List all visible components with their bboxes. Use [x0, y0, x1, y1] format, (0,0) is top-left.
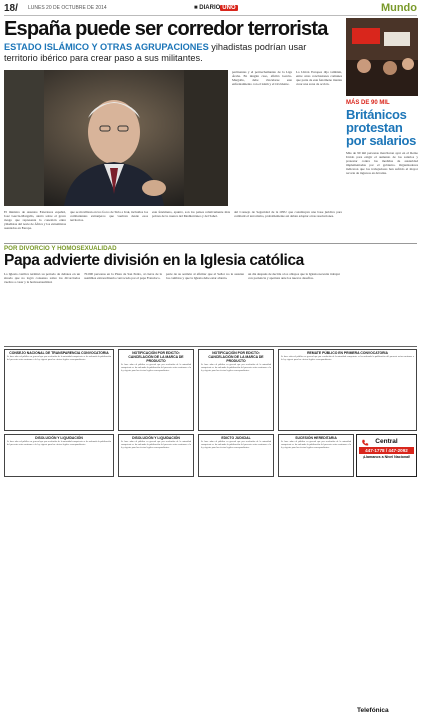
ad-title: CONSEJO NACIONAL DE TRANSPARENCIA CONVOCATORIA: [9, 351, 109, 355]
section-name: Mundo: [380, 2, 417, 14]
story2-headline: Papa advierte división en la Iglesia católica: [4, 252, 304, 269]
main-column-e: este fenómeno, apuntó, son los países relativamente más pobres de la cuenca del Mediterráneo y del Sahel.: [152, 210, 230, 219]
central-telefonica-box: [356, 434, 417, 714]
ad-body: Se hace saber al público en general que por resolución de la autoridad competente se ha ordenado la publicación del presente aviso conforme a la ley vigente para los efectos legales correspondientes.: [201, 441, 271, 449]
story2-column-b: 70.000 personas en la Plaza de San Pedro, al cierre de la asamblea extraordinaria convocada por el papa Francisco.: [84, 272, 162, 281]
minister-photo-illustration: [4, 70, 228, 206]
sidebar-story: [346, 18, 418, 243]
ad-body: Se hace saber al público en general que por resolución de la autoridad competente se ha ordenado la publicación del presente aviso conforme a la ley vigente para los efectos legales correspondientes.: [281, 441, 351, 449]
edict-ad: [118, 349, 194, 431]
phone-icon: [361, 439, 369, 447]
main-column-a: El ministro de Asuntos Exteriores español, José García-Margallo, alertó sobre el grave riesgo que representa la conexión entre yihadistas del norte de África y los extremistas asentados en Europa.: [4, 210, 66, 231]
header-divider: [4, 15, 417, 16]
ad-title: DISOLUCIÓN Y LIQUIDACIÓN: [132, 436, 180, 440]
main-headline: España puede ser corredor terrorista: [4, 18, 328, 40]
central-phone-number: 447-1778 / 447-2092: [359, 447, 414, 454]
judicial-edict-ad: [198, 434, 274, 477]
main-subline: territorio ibérico para crear paso a sus militantes.: [4, 53, 203, 63]
ad-title: NOTIFICACIÓN POR EDICTO: CANCELACIÓN DE LA MARCA DE PRODUCTO: [128, 351, 184, 363]
ads-divider: [4, 346, 417, 347]
ad-body: Se hace saber al público en general que por resolución de la autoridad competente se ha ordenado la publicación del presente aviso conforme a la ley vigente para los efectos legales correspondientes.: [7, 356, 111, 361]
ad-body: Se hace saber al público en general que por resolución de la autoridad competente se ha ordenado la publicación del presente aviso conforme a la ley vigente para los efectos legales correspondientes.: [201, 364, 271, 372]
page-header: [4, 3, 417, 15]
story2-kicker: POR DIVORCIO Y HOMOSEXUALIDAD: [4, 245, 117, 252]
sidebar-headline: Británicos protestan por salarios: [346, 107, 417, 148]
edict-ad: [198, 349, 274, 431]
brand-prefix: ■ DIARIO: [194, 5, 221, 11]
story2-divider: [4, 243, 417, 244]
main-photo: [4, 70, 228, 206]
main-column-c: La Unión Europea dijo también, entre otras conclusiones comunes que parte de este fenómeno intenta crear una zona de acción.: [296, 70, 342, 87]
dissolution-ad: [4, 434, 114, 477]
ad-title: SUCESIÓN HEREDITARIA: [295, 436, 337, 440]
main-column-b: pertinentes y el pertrechamiento de la Liga Árabe. En ningún caso, afirmó García-Margallo, debe vincularse este enfrentamiento con el islam y el Occidente.: [232, 70, 292, 87]
ad-body: Se hace saber al público en general que por resolución de la autoridad competente se ha ordenado la publicación del presente aviso conforme a la ley vigente para los efectos legales correspondientes.: [121, 364, 191, 372]
ad-title: REMATE PÚBLICO EN PRIMERA CONVOCATORIA: [307, 351, 388, 355]
sidebar-body: Más de 90 mil personas marcharon ayer en el Reino Unido para exigir el aumento de los salarios y protestar contra las medidas de austeridad implementadas por el gobierno. Organizadores indicaron que los trabajadores han sufrido el mayor recorte de ingresos en décadas.: [346, 151, 418, 176]
sidebar-photo: [346, 18, 418, 96]
issue-date: LUNES 20 DE OCTUBRE DE 2014: [28, 5, 107, 11]
ad-title: DISOLUCIÓN Y LIQUIDACIÓN: [35, 436, 83, 440]
ad-body: Se hace saber al público en general que por resolución de la autoridad competente se ha ordenado la publicación del presente aviso conforme a la ley vigente para los efectos legales correspondientes.: [281, 356, 414, 361]
brand-uno: UNO: [222, 5, 236, 11]
kicker-rest: yihadistas podrían usar: [211, 42, 307, 52]
ad-title: EDICTO JUDICIAL: [221, 436, 251, 440]
main-kicker: [4, 42, 344, 53]
central-line2: Telefónica: [357, 707, 389, 714]
ad-body: Se hace saber al público en general que por resolución de la autoridad competente se ha ordenado la publicación del presente aviso conforme a la ley vigente para los efectos legales correspondientes.: [7, 441, 111, 446]
main-column-d: que se movilizan en los focos de Siria e Irak, incluidos los combatientes extranjeros que vuelven desde esos territorios.: [70, 210, 148, 223]
main-column-f: del Consejo de Seguridad de la ONU que constituyen una base jurídica para combatir el terrorismo, probablemente así deban adoptar otras resoluciones.: [234, 210, 342, 219]
central-cta: ¡Llamanos a Nivel Nacional!: [362, 455, 411, 459]
page-number: 18/: [4, 3, 18, 14]
story2-column-c: parte de su sermón al afirmar que al Señor no le asustan los cambios y que la Iglesia debe estar abierta.: [166, 272, 244, 281]
central-line1: Central: [375, 438, 398, 445]
newspaper-brand: [194, 5, 238, 11]
legal-notice-ad: [4, 349, 114, 431]
succession-ad: [278, 434, 354, 477]
ad-body: Se hace saber al público en general que por resolución de la autoridad competente se ha ordenado la publicación del presente aviso conforme a la ley vigente para los efectos legales correspondientes.: [121, 441, 191, 449]
protest-photo-illustration: [346, 18, 418, 96]
kicker-highlight: ESTADO ISLÁMICO Y OTRAS AGRUPACIONES: [4, 42, 209, 52]
sidebar-kicker: MÁS DE 90 MIL: [346, 100, 390, 106]
ad-title: NOTIFICACIÓN POR EDICTO: CANCELACIÓN DE LA MARCA DE PRODUCTO: [208, 351, 264, 363]
story2-column-d: un día después de decirle a los obispos que la Iglesia necesita trabajar con paciencia y apertura ante los nuevos desafíos.: [248, 272, 340, 281]
dissolution-ad: [118, 434, 194, 477]
auction-ad: [278, 349, 417, 431]
story2-column-a: La Iglesia católica terminó su periodo de debates en un sínodo que no logró consenso sobre los divorciados vueltos a casar y la homosexualidad.: [4, 272, 80, 285]
